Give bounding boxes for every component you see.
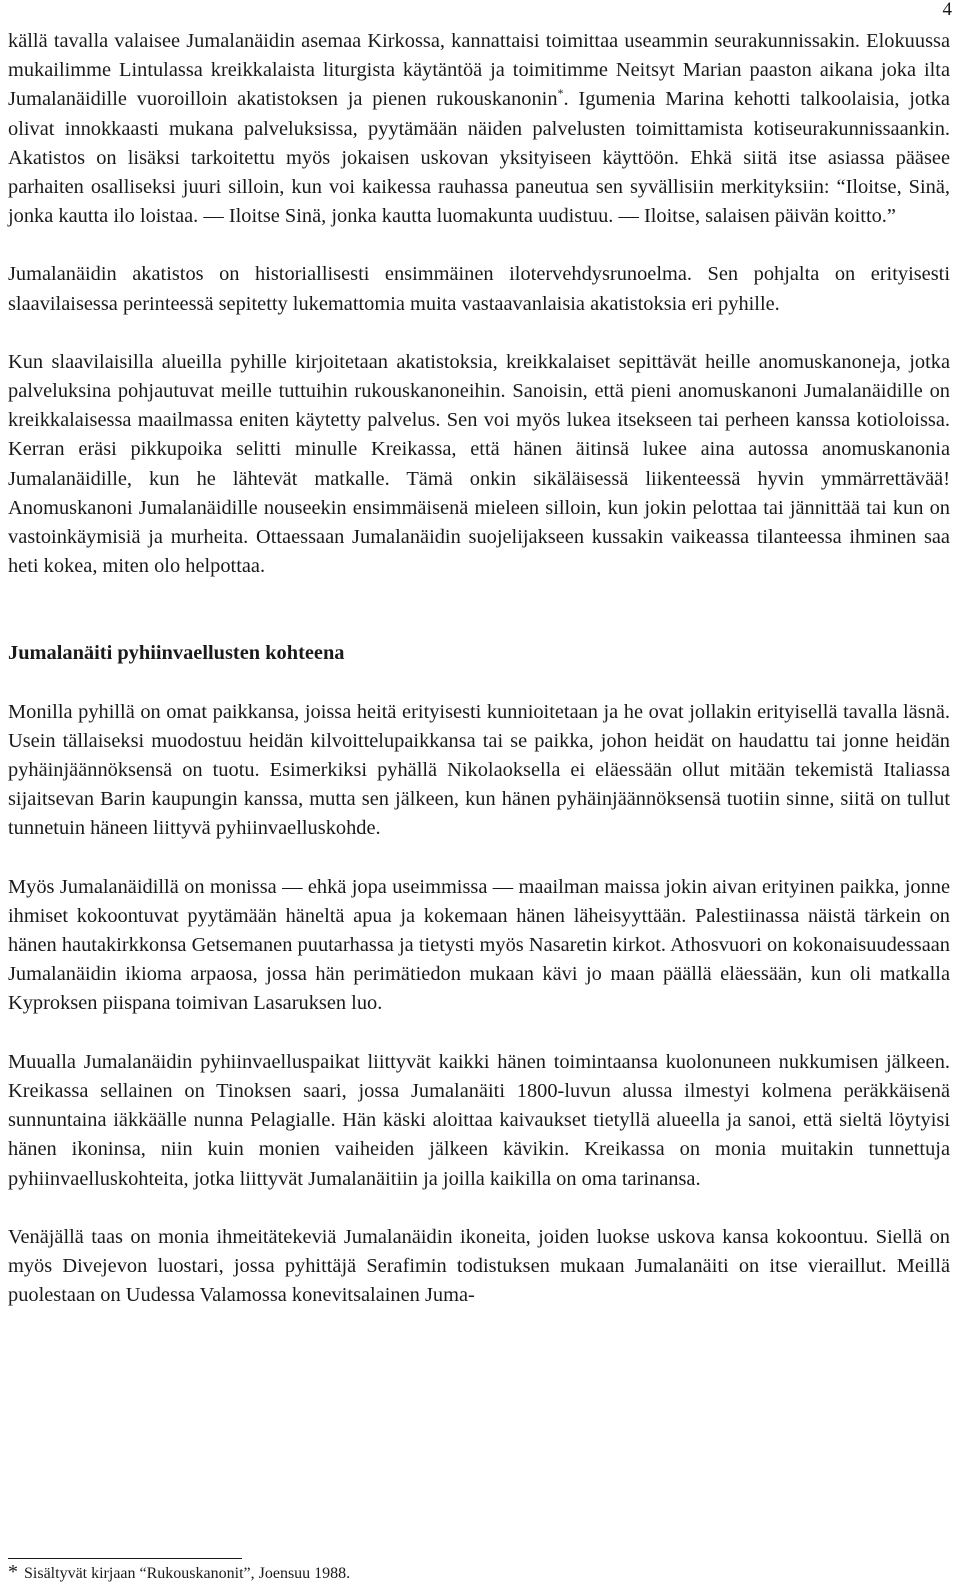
footnote-mark: * bbox=[8, 1561, 18, 1583]
section-heading: Jumalanäiti pyhiinvaellusten kohteena bbox=[8, 642, 345, 665]
paragraph-7: Venäjällä taas on monia ihmeitätekeviä Jumalanäidin ikoneita, joiden luokse uskova kansa kokoontuu. Siellä on myös Divejevon luostari, jossa pyhittäjä Serafimin todistuksen mukaan Jumalanäiti on itse vieraillut. Meillä puolestaan on Uudessa Valamossa konevitsalainen Juma- bbox=[8, 1225, 950, 1307]
footnote bbox=[8, 1562, 350, 1584]
paragraph-6: Muualla Jumalanäidin pyhiinvaelluspaikat liittyvät kaikki hänen toimintaansa kuolonuneen nukkumisen jälkeen. Kreikassa sellainen on Tinoksen saari, jossa Jumalanäiti 1800-luvun alussa ilmestyi kolmena peräkkäisenä sunnuntaina iäkkäälle nunna Pelagialle. Hän käski aloittaa kaivaukset tietyllä alueella ja sanoi, että sieltä löytyisi hänen ikoninsa, niin kuin monien vaiheiden jälkeen kävikin. Kreikassa on monia muitakin tunnettuja pyhiinvaelluskohteita, jotka liittyvät Jumalanäitiin ja joilla kaikilla on oma tarinansa. bbox=[8, 1050, 950, 1190]
paragraph-2: Jumalanäidin akatistos on historiallisesti ensimmäinen ilotervehdysrunoelma. Sen pohjalta on erityisesti slaavilaisessa perinteessä sepitetty lukemattomia muita vastaavanlaisia akatistoksia eri pyhille. bbox=[8, 263, 950, 315]
footnote-reference: * bbox=[557, 86, 564, 101]
paragraph-1-part-2: . Igumenia Marina kehotti talkoolaisia, jotka olivat innokkaasti mukana palveluksissa, pyytämään näiden palvelusten toimittamista kotiseurakunnissaankin. Akatistos on lisäksi tarkoitettu myös jokaisen uskovan yksityiseen käyttöön. Ehkä siitä itse asiassa pääsee parhaiten osalliseksi juuri silloin, kun voi kaikessa rauhassa paneutua sen syvällisiin merkityksiin: “Iloitse, Sinä, jonka kautta ilo loistaa. — Iloitse Sinä, jonka kautta luomakunta uudistuu. — Iloitse, salaisen päivän koitto.” bbox=[8, 88, 950, 228]
paragraph-3: Kun slaavilaisilla alueilla pyhille kirjoitetaan akatistoksia, kreikkalaiset sepittävät heille anomuskanoneja, jotka palveluksina pohjautuvat meille tuttuihin rukouskanoneihin. Sanoisin, että pieni anomuskanoni Jumalanäidille on kreikkalaisessa maailmassa eniten käytetty palvelus. Sen voi myös lukea itsekseen tai perheen kanssa kotioloissa. Kerran eräsi pikkupoika selitti minulle Kreikassa, että hänen äitinsä lukee aina autossa anomuskanonia Jumalanäidille, kun he lähtevät matkalle. Tämä onkin sikäläisessä liikenteessä hyvin ymmärrettävää! Anomuskanoni Jumalanäidille nouseekin ensimmäisenä mieleen silloin, kun jokin pelottaa tai jännittää tai kun on vastoinkäymisiä ja murheita. Ottaessaan Jumalanäidin suojelijakseen kussakin vaikeassa tilanteessa ihminen saa heti kokea, miten olo helpottaa. bbox=[8, 350, 950, 578]
page-body bbox=[8, 27, 950, 1310]
paragraph-1 bbox=[8, 27, 950, 231]
page-number: 4 bbox=[942, 0, 952, 20]
footnote-text: Sisältyvät kirjaan “Rukouskanonit”, Joensuu 1988. bbox=[24, 1565, 351, 1582]
paragraph-1-part-1: källä tavalla valaisee Jumalanäidin asemaa Kirkossa, kannattaisi toimittaa useammin seurakunnissakin. Elokuussa mukailimme Lintulassa kreikkalaista liturgista käytäntöä ja toimitimme Neitsyt Marian paaston aikana joka ilta Jumalanäidille vuoroilloin akatistoksen ja pienen rukouskanonin bbox=[8, 30, 950, 111]
paragraph-4: Monilla pyhillä on omat paikkansa, joissa heitä erityisesti kunnioitetaan ja he ovat jollakin erityisellä tavalla läsnä. Usein tällaiseksi muodostuu heidän kilvoittelupaikkansa tai se paikka, johon heidät on haudattu tai jonne heidän pyhäinjäännöksensä on tuotu. Esimerkiksi pyhällä Nikolaoksella ei eläessään ollut mitään tekemistä Italiassa sijaitsevan Barin kaupungin kanssa, mutta sen jälkeen, kun hänen pyhäinjäännöksensä tuotiin sinne, siitä on tullut tunnetuin häneen liittyvä pyhiinvaelluskohde. bbox=[8, 700, 950, 840]
footnote-divider bbox=[8, 1558, 242, 1559]
paragraph-5: Myös Jumalanäidillä on monissa — ehkä jopa useimmissa — maailman maissa jokin aivan erityinen paikka, jonne ihmiset kokoontuvat pyytämään häneltä apua ja kokemaan hänen läheisyyttään. Palestiinassa näistä tärkein on hänen hautakirkkonsa Getsemanen puutarhassa ja tietysti myös Nasaretin kirkot. Athosvuori on kokonaisuudessaan Jumalanäidin ikioma arpaosa, jossa hän perimätiedon mukaan kävi jo maan päällä eläessään, kun oli matkalla Kyproksen piispana toimivan Lasaruksen luo. bbox=[8, 875, 950, 1015]
